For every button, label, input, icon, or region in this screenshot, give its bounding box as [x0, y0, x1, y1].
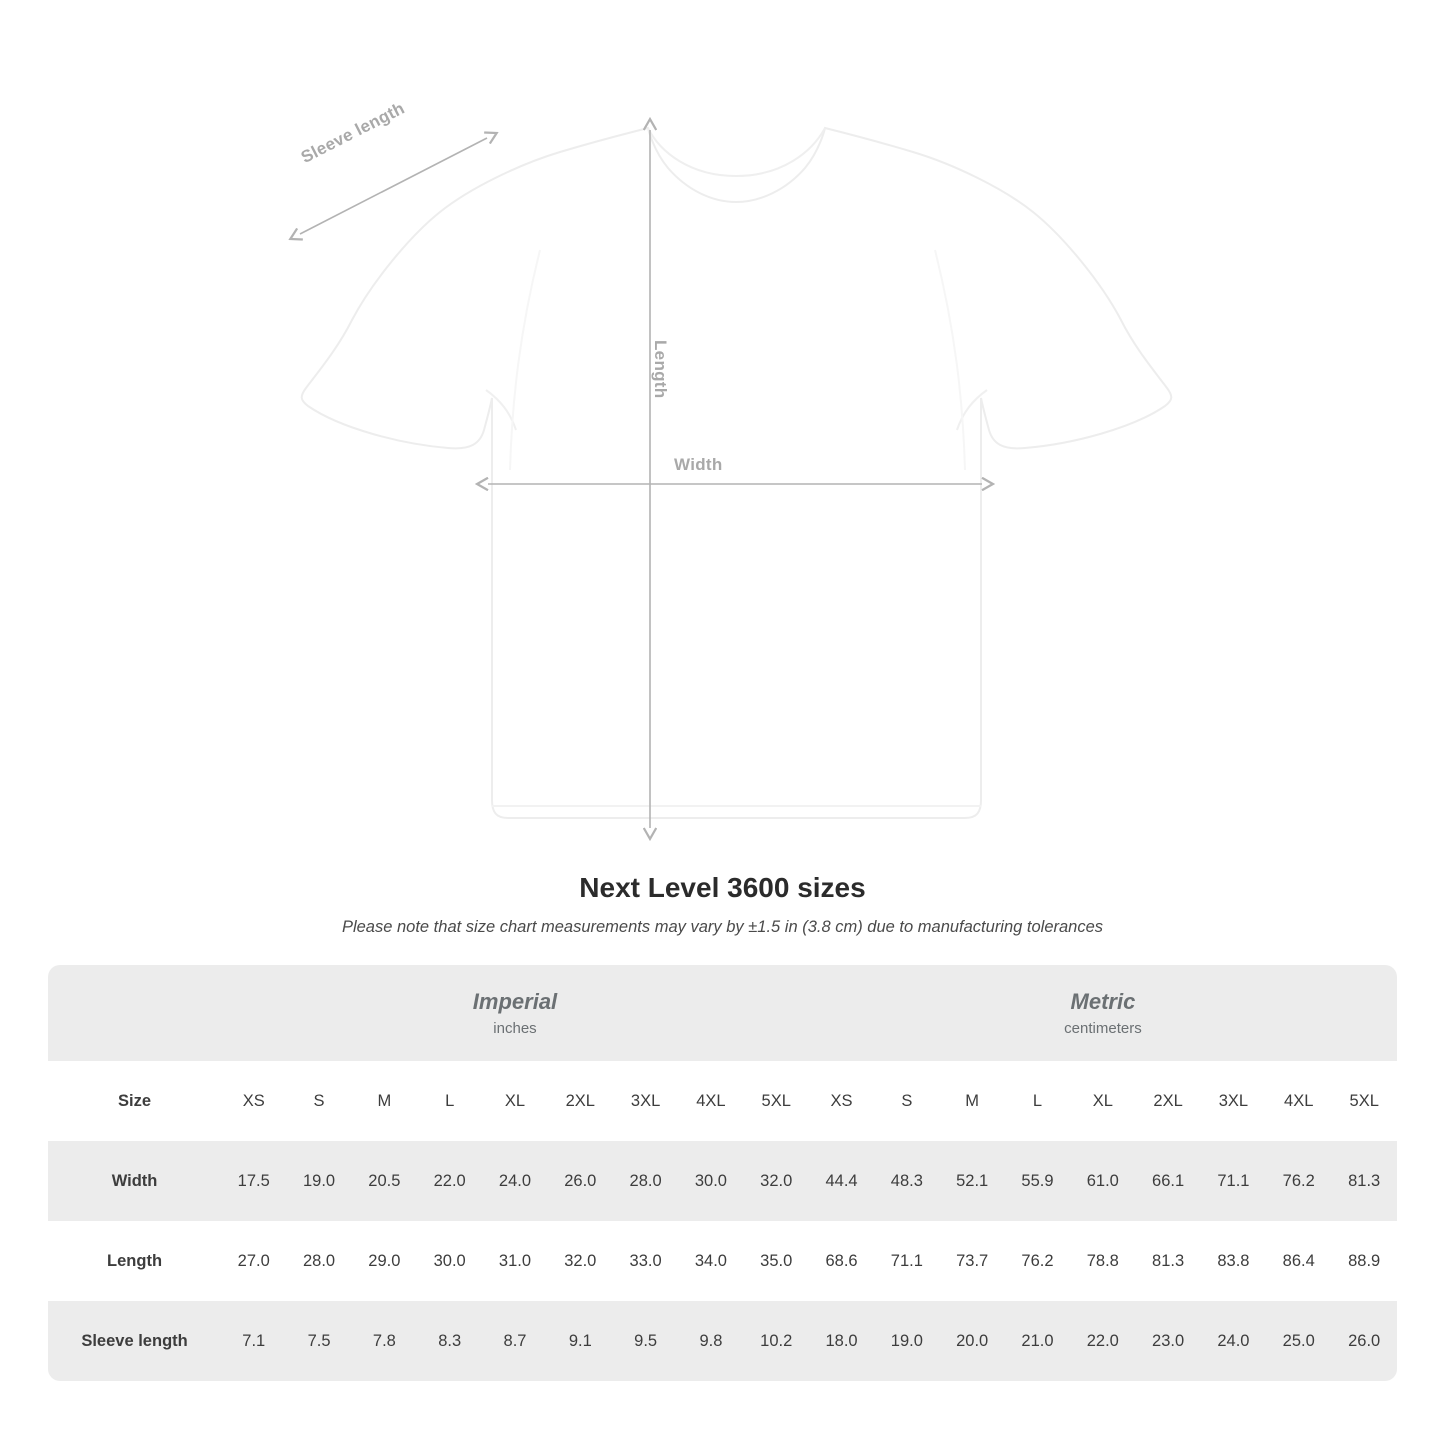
size-header-cell: XL	[1070, 1061, 1135, 1141]
table-row	[48, 1301, 1397, 1381]
table-cell: 71.1	[890, 1251, 923, 1270]
table-cell: 78.8	[1086, 1251, 1119, 1270]
table-cell: 27.0	[237, 1251, 270, 1270]
size-header-cell: S	[874, 1061, 939, 1141]
size-table-wrapper	[48, 965, 1397, 1381]
size-header-cell: XS	[221, 1061, 286, 1141]
unit-header-row	[48, 965, 1397, 1061]
size-header-cell: M	[352, 1061, 417, 1141]
table-cell: 17.5	[221, 1141, 286, 1221]
table-cell: 25.0	[1266, 1301, 1331, 1381]
table-cell: 8.3	[417, 1301, 482, 1381]
table-cell: 31.0	[498, 1251, 532, 1270]
table-cell: 88.9	[1348, 1251, 1381, 1270]
table-cell: 68.6	[825, 1251, 858, 1270]
size-header-cell: L	[417, 1061, 482, 1141]
table-cell: 55.9	[1005, 1141, 1070, 1221]
unit-group-imperial	[221, 965, 809, 1061]
size-header-row	[48, 1061, 1397, 1141]
unit-group-metric	[809, 965, 1397, 1061]
width-label: Width	[674, 455, 723, 474]
unit-corner-cell	[48, 965, 221, 1061]
size-header-cell: 5XL	[1331, 1061, 1397, 1141]
table-cell: 20.5	[352, 1141, 417, 1221]
table-cell: 61.0	[1070, 1141, 1135, 1221]
table-cell: 83.8	[1217, 1251, 1250, 1270]
table-cell: 76.2	[1021, 1251, 1054, 1270]
table-cell: 66.1	[1135, 1141, 1200, 1221]
table-cell: 22.0	[1070, 1301, 1135, 1381]
unit-group-metric-sub: centimeters	[1064, 1020, 1142, 1037]
table-cell: 7.5	[286, 1301, 351, 1381]
length-label: Length	[651, 340, 670, 399]
size-header-cell: 4XL	[1266, 1061, 1331, 1141]
table-cell: 34.0	[694, 1251, 727, 1270]
size-header-cell: 4XL	[678, 1061, 743, 1141]
table-cell: 30.0	[433, 1251, 466, 1270]
table-cell: 28.0	[613, 1141, 678, 1221]
table-cell: 52.1	[940, 1141, 1005, 1221]
table-cell: 23.0	[1135, 1301, 1200, 1381]
size-header-cell: 2XL	[1135, 1061, 1200, 1141]
table-cell: 7.1	[221, 1301, 286, 1381]
table-cell: 7.8	[352, 1301, 417, 1381]
table-cell: 18.0	[809, 1301, 874, 1381]
table-cell: 9.8	[678, 1301, 743, 1381]
row-label-sleeve-length: Sleeve length	[48, 1301, 221, 1381]
table-cell: 8.7	[482, 1301, 547, 1381]
table-cell: 29.0	[368, 1251, 401, 1270]
table-cell: 48.3	[874, 1141, 939, 1221]
table-row	[48, 1141, 1397, 1221]
size-header-cell: 2XL	[548, 1061, 613, 1141]
size-header-cell: 5XL	[744, 1061, 809, 1141]
table-cell: 24.0	[1201, 1301, 1266, 1381]
tshirt-shape	[302, 128, 1172, 818]
size-header-cell: L	[1005, 1061, 1070, 1141]
row-label-length: Length	[107, 1251, 163, 1270]
table-cell: 71.1	[1201, 1141, 1266, 1221]
table-cell: 30.0	[678, 1141, 743, 1221]
table-cell: 9.1	[548, 1301, 613, 1381]
table-cell: 33.0	[629, 1251, 662, 1270]
sleeve-length-label: Sleeve length	[298, 98, 408, 167]
size-header-cell: 3XL	[1201, 1061, 1266, 1141]
unit-group-imperial-name: Imperial	[472, 989, 558, 1014]
table-cell: 26.0	[548, 1141, 613, 1221]
table-cell: 81.3	[1152, 1251, 1185, 1270]
table-cell: 44.4	[809, 1141, 874, 1221]
table-cell: 28.0	[302, 1251, 336, 1270]
table-cell: 20.0	[940, 1301, 1005, 1381]
unit-group-metric-name: Metric	[1070, 989, 1136, 1014]
table-cell: 9.5	[613, 1301, 678, 1381]
table-cell: 19.0	[286, 1141, 351, 1221]
table-cell: 26.0	[1331, 1301, 1397, 1381]
size-header-cell: S	[286, 1061, 351, 1141]
table-cell: 10.2	[744, 1301, 809, 1381]
table-cell: 24.0	[482, 1141, 547, 1221]
table-cell: 73.7	[956, 1251, 989, 1270]
table-cell: 21.0	[1005, 1301, 1070, 1381]
size-header-cell: M	[940, 1061, 1005, 1141]
table-cell: 22.0	[417, 1141, 482, 1221]
size-header-cell: 3XL	[613, 1061, 678, 1141]
row-label-width: Width	[48, 1141, 221, 1221]
page-title: Next Level 3600 sizes	[579, 872, 866, 903]
table-cell: 32.0	[564, 1251, 597, 1270]
table-cell: 32.0	[744, 1141, 809, 1221]
size-table	[48, 965, 1397, 1381]
table-cell: 35.0	[760, 1251, 793, 1270]
table-cell: 76.2	[1266, 1141, 1331, 1221]
size-header-label: Size	[48, 1061, 221, 1141]
table-cell: 81.3	[1331, 1141, 1397, 1221]
tolerance-note: Please note that size chart measurements may vary by ±1.5 in (3.8 cm) due to manufacturing tolerances	[341, 918, 1104, 936]
size-header-cell: XL	[482, 1061, 547, 1141]
table-cell: 19.0	[874, 1301, 939, 1381]
table-cell: 86.4	[1282, 1251, 1315, 1270]
size-header-cell: XS	[809, 1061, 874, 1141]
table-row	[48, 1221, 1397, 1301]
unit-group-imperial-sub: inches	[493, 1020, 537, 1037]
title-block	[0, 872, 1445, 937]
